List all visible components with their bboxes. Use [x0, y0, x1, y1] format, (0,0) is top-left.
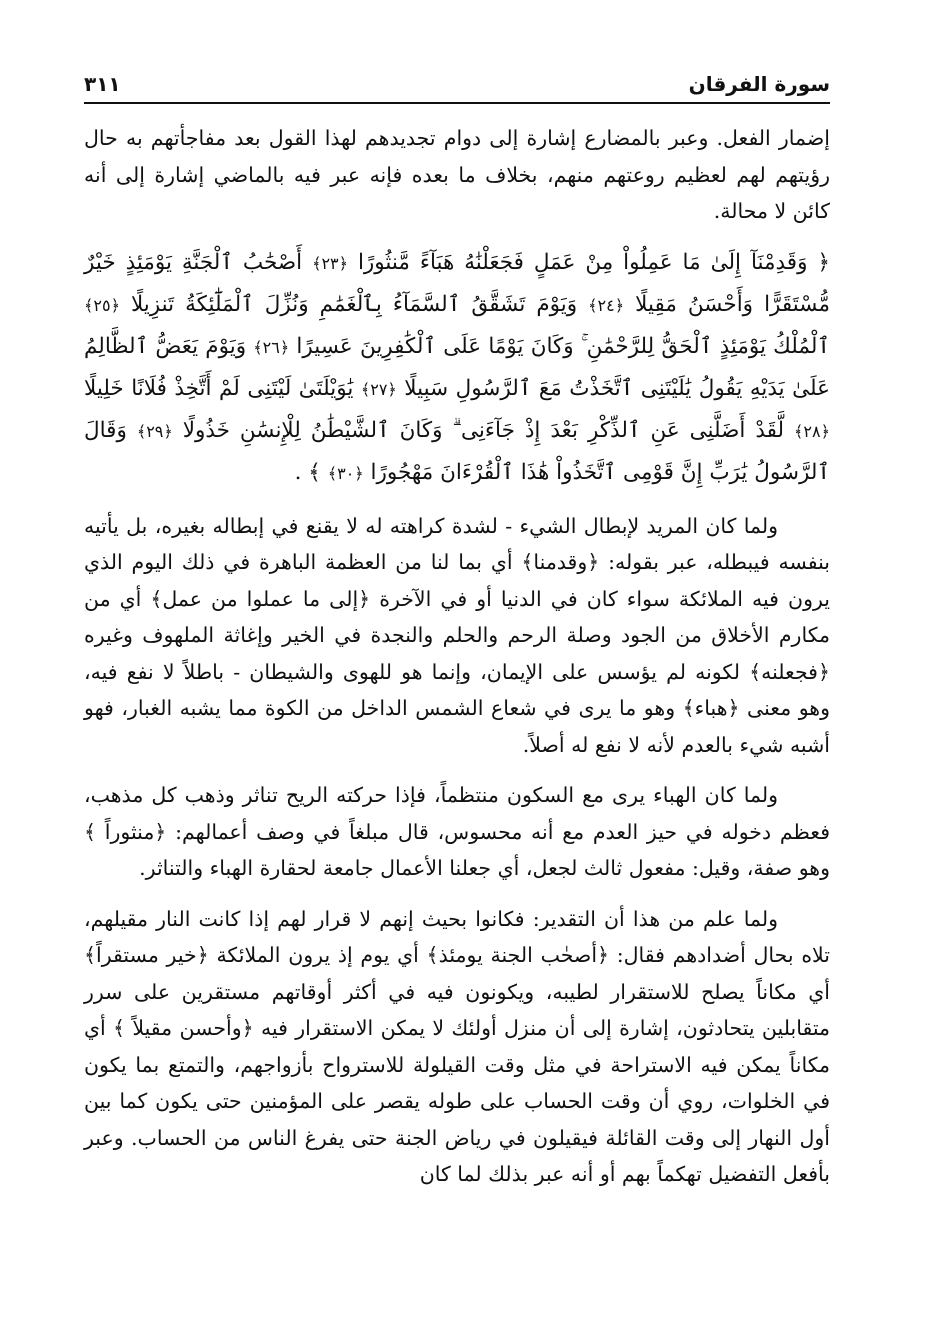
verse-number-29: ﴿٢٩﴾ — [136, 421, 173, 441]
paragraph-1: إضمار الفعل. وعبر بالمضارع إشارة إلى دوام تجديدهم لهذا القول بعد مفاجأتهم به حال رؤيتهم لهم لعظيم روعتهم منهم، بخلاف ما بعده فإنه عبر فيه بالماضي إشارة إلى أنه كائن لا محالة. — [84, 126, 830, 223]
verse-number-30: ﴿٣٠﴾ — [327, 463, 364, 483]
verse-number-25: ﴿٢٥﴾ — [84, 295, 120, 315]
verse-25: وَيَوْمَ تَشَقَّقُ ٱلسَّمَآءُ بِٱلْغَمَٰمِ وَنُزِّلَ ٱلْمَلَٰٓئِكَةُ تَنزِيلًا — [130, 291, 578, 317]
paragraph-3: ولما كان الهباء يرى مع السكون منتظماً، فإذا حركته الريح تناثر وذهب كل مذهب، فعظم دخوله في حيز العدم مع أنه محسوس، قال مبلغاً في وصف أعمالهم: ﴿منثوراً ﴾ وهو صفة، وقيل: مفعول ثالث لجعل، أي جعلنا الأعمال جامعة لحقارة الهباء والتناثر. — [84, 783, 830, 880]
verse-close-bracket: ﴾ . — [294, 459, 321, 485]
verse-28: يَٰوَيْلَتَىٰ لَيْتَنِى لَمْ أَتَّخِذْ فُلَانًا خَلِيلًا — [84, 375, 354, 401]
verse-24: أَصْحَٰبُ ٱلْجَنَّةِ يَوْمَئِذٍ خَيْرٌ مُّسْتَقَرًّا وَأَحْسَنُ مَقِيلًا — [84, 249, 830, 317]
paragraph-4: ولما علم من هذا أن التقدير: فكانوا بحيث إنهم لا قرار لهم إذا كانت النار مقيلهم، تلاه بحال أضدادهم فقال: ﴿أصحٰب الجنة يومئذ﴾ أي يوم إذ يرون الملائكة ﴿خير مستقراً﴾ أي مكاناً يصلح للاستقرار لطيبه، ويكونون فيه في أكثر أوقاتهم مستقرين على سرر متقابلين يتحادثون، إشارة إلى أن منزل أولئك لا يمكن الاستقرار فيه ﴿وأحسن مقيلاً ﴾ أي مكاناً يمكن فيه الاستراحة في مثل وقت القيلولة للاسترواح بأزواجهم، والتمتع بما يكون في الخلوات، روي أن وقت الحساب على طوله يقصر على المؤمنين حتى يكون كما بين أول النهار إلى وقت القائلة فيقيلون في رياض الجنة حتى يفرغ الناس من الحساب. وعبر بأفعل التفضيل تهكماً بهم أو أنه عبر بذلك لما كان — [84, 906, 830, 1186]
verse-26: ٱلْمُلْكُ يَوْمَئِذٍ ٱلْحَقُّ لِلرَّحْمَٰنِ ۚ وَكَانَ يَوْمًا عَلَى ٱلْكَٰفِرِينَ عَسِيرًا — [296, 333, 830, 359]
paragraph-spacer — [84, 763, 830, 777]
page-header — [84, 62, 830, 104]
verse-number-26: ﴿٢٦﴾ — [253, 337, 290, 357]
verse-number-24: ﴿٢٤﴾ — [588, 295, 625, 315]
verse-open-bracket: ﴿ — [817, 249, 831, 275]
verse-23: وَقَدِمْنَآ إِلَىٰ مَا عَمِلُواْ مِنْ عَمَلٍ فَجَعَلْنَٰهُ هَبَآءً مَّنثُورًا — [357, 249, 808, 275]
verse-number-28: ﴿٢٨﴾ — [794, 421, 830, 441]
verse-29: لَّقَدْ أَضَلَّنِى عَنِ ٱلذِّكْرِ بَعْدَ إِذْ جَآءَنِى ۗ وَكَانَ ٱلشَّيْطَٰنُ لِلْإِنسَٰنِ خَذُولًا — [182, 417, 785, 443]
page-number: ٣١١ — [84, 72, 121, 96]
verse-30: وَقَالَ ٱلرَّسُولُ يَٰرَبِّ إِنَّ قَوْمِى ٱتَّخَذُواْ هَٰذَا ٱلْقُرْءَانَ مَهْجُورًا — [84, 417, 830, 485]
paragraph-2: ولما كان المريد لإبطال الشيء - لشدة كراهته له لا يقنع في إبطاله بغيره، بل يأتيه بنفسه فيبطله، عبر بقوله: ﴿وقدمنا﴾ أي بما لنا من العظمة الباهرة في ذلك اليوم الذي يرون فيه الملائكة سواء كان في الدنيا أو في الآخرة ﴿إلى ما عملوا من عمل﴾ أي من مكارم الأخلاق من الجود وصلة الرحم والحلم والنجدة في الخير وإغاثة الملهوف وغيره ﴿فجعلنه﴾ لكونه لم يؤسس على الإيمان، وإنما هو للهوى والشيطان - باطلاً لا نفع فيه، وهو معنى ﴿هباء﴾ وهو ما يرى في شعاع الشمس الداخل من الكوة مما يشبه الغبار، فهو أشبه شيء بالعدم لأنه لا نفع له أصلاً. — [84, 513, 830, 757]
verse-27: وَيَوْمَ يَعَضُّ ٱلظَّالِمُ عَلَىٰ يَدَيْهِ يَقُولُ يَٰلَيْتَنِى ٱتَّخَذْتُ مَعَ ٱلرَّسُولِ سَبِيلًا — [84, 333, 830, 401]
verse-number-23: ﴿٢٣﴾ — [312, 253, 348, 273]
verse-number-27: ﴿٢٧﴾ — [360, 379, 397, 399]
paragraph-spacer — [84, 887, 830, 901]
page-body — [84, 120, 830, 1193]
surah-title: سورة الفرقان — [688, 72, 830, 96]
quran-verses — [84, 242, 830, 494]
